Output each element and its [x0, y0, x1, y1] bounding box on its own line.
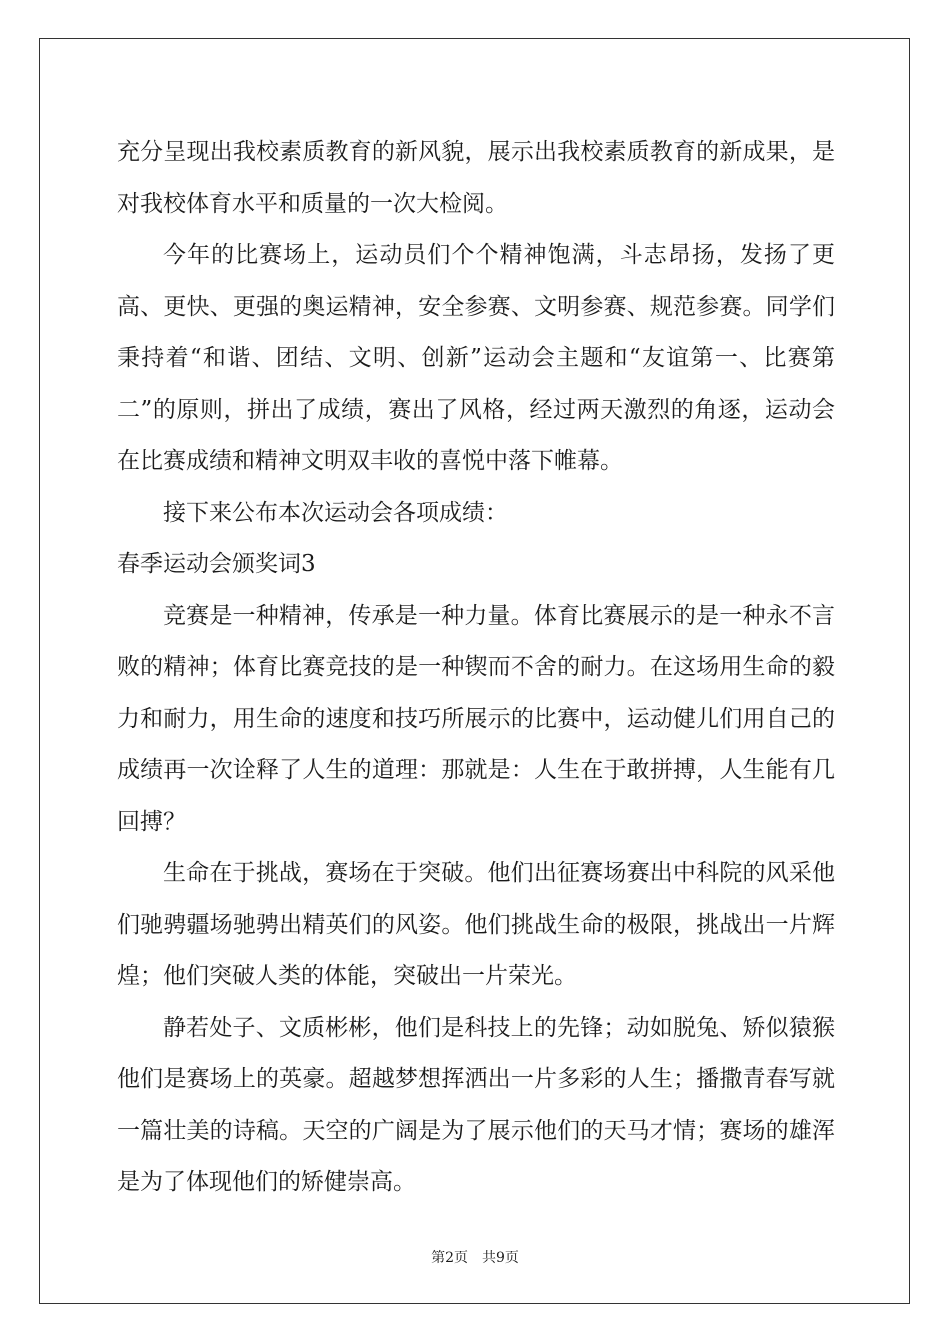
paragraph-athletes: 静若处子、文质彬彬，他们是科技上的先锋；动如脱兔、矫似猿猴他们是赛场上的英豪。超越梦想挥洒出一片多彩的人生；播撒青春写就一篇壮美的诗稿。天空的广阔是为了展示他们的天马才情；赛场的雄浑是为了体现他们的矫健崇高。: [117, 1014, 835, 1195]
paragraph-competition-spirit: 竞赛是一种精神，传承是一种力量。体育比赛展示的是一种永不言败的精神；体育比赛竞技的是一种锲而不舍的耐力。在这场用生命的毅力和耐力，用生命的速度和技巧所展示的比赛中，运动健儿们用自己的成绩再一次诠释了人生的道理：那就是：人生在于敢拼搏，人生能有几回搏？: [117, 602, 835, 835]
page-footer: [0, 1247, 950, 1267]
paragraph-continuation: 充分呈现出我校素质教育的新风貌，展示出我校素质教育的新成果，是对我校体育水平和质量的一次大检阅。: [117, 139, 835, 217]
paragraph-competition-summary: 今年的比赛场上，运动员们个个精神饱满，斗志昂扬，发扬了更高、更快、更强的奥运精神，安全参赛、文明参赛、规范参赛。同学们秉持着“和谐、团结、文明、创新”运动会主题和“友谊第一、比赛第二”的原则，拼出了成绩，赛出了风格，经过两天激烈的角逐，运动会在比赛成绩和精神文明双丰收的喜悦中落下帷幕。: [117, 242, 835, 474]
paragraph-results-intro: 接下来公布本次运动会各项成绩：: [163, 499, 508, 526]
paragraph-challenge: 生命在于挑战，赛场在于突破。他们出征赛场赛出中科院的风采他们驰骋疆场驰骋出精英们的风姿。他们挑战生命的极限，挑战出一片辉煌；他们突破人类的体能，突破出一片荣光。: [117, 860, 835, 989]
document-body: [117, 127, 835, 1209]
section-heading: 春季运动会颁奖词3: [117, 551, 316, 577]
page-number-total: 共9页: [482, 1250, 519, 1266]
page-number-current: 第2页: [431, 1250, 468, 1266]
